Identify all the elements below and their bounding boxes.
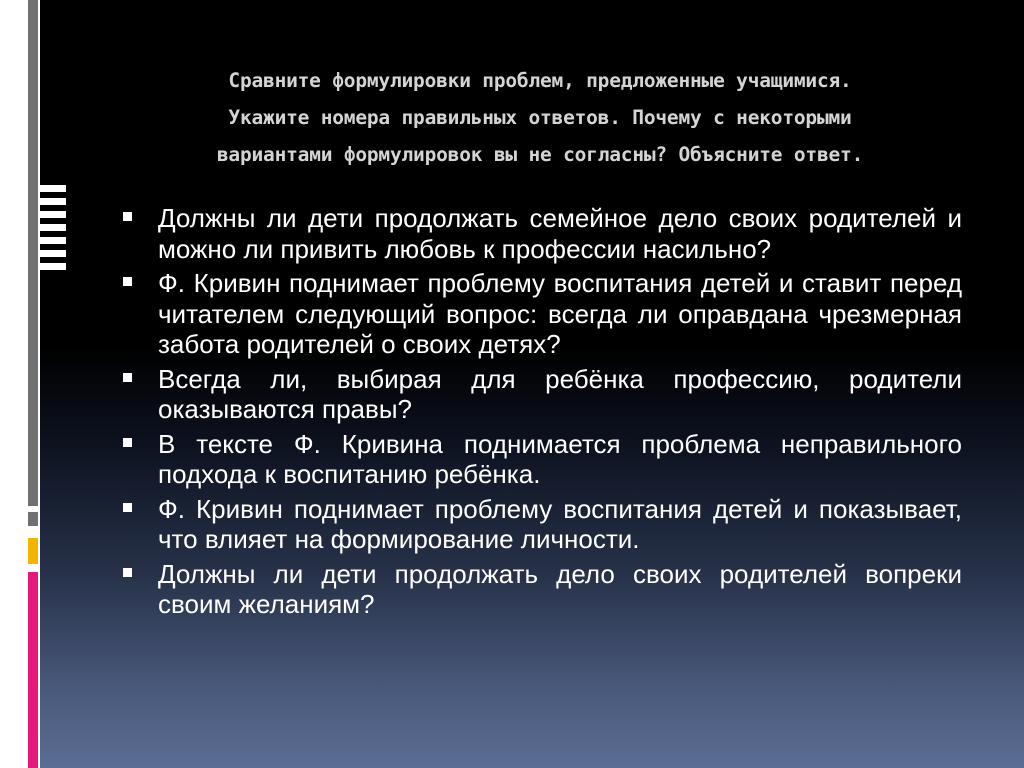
- bullet-item: [120, 429, 962, 490]
- square-bullet-icon: [123, 373, 132, 382]
- bullet-text: Ф. Кривин поднимает проблему воспитания детей и показывает, что влияет на формирование личности.: [158, 493, 962, 554]
- title-line: вариантами формулировок вы не согласны? Объясните ответ.: [216, 143, 864, 166]
- bullet-text: В тексте Ф. Кривина поднимается проблема неправильного подхода к воспитанию ребёнка.: [158, 428, 962, 489]
- bullet-item: [120, 364, 962, 425]
- accent-bar-pink: [28, 572, 38, 768]
- bullet-item: [120, 559, 962, 620]
- bullet-item: [120, 268, 962, 360]
- bullet-item: [120, 203, 962, 264]
- decorative-lines: [40, 185, 68, 275]
- bullet-text: Всегда ли, выбирая для ребёнка профессию, родители оказываются правы?: [158, 363, 962, 424]
- accent-bar-yellow: [28, 538, 38, 564]
- square-bullet-icon: [123, 212, 132, 221]
- square-bullet-icon: [123, 277, 132, 286]
- square-bullet-icon: [123, 438, 132, 447]
- title-line: Укажите номера правильных ответов. Почему с некоторыми: [228, 106, 852, 129]
- bullet-text: Ф. Кривин поднимает проблему воспитания детей и ставит перед читателем следующий вопрос: всегда ли оправдана чрезмерная забота родителей о своих детях?: [158, 268, 962, 359]
- square-bullet-icon: [123, 503, 132, 512]
- accent-bar-gray: [28, 0, 38, 506]
- bullet-list: [120, 203, 962, 624]
- bullet-item: [120, 494, 962, 555]
- title-line: Сравните формулировки проблем, предложенные учащимися.: [228, 69, 852, 92]
- bullet-text: Должны ли дети продолжать семейное дело своих родителей и можно ли привить любовь к профессии насильно?: [158, 203, 962, 264]
- slide-title: [95, 62, 985, 173]
- left-accent-strip: [0, 0, 40, 768]
- accent-bar-gray-small: [28, 512, 38, 526]
- bullet-text: Должны ли дети продолжать дело своих родителей вопреки своим желаниям?: [158, 558, 962, 619]
- square-bullet-icon: [123, 568, 132, 577]
